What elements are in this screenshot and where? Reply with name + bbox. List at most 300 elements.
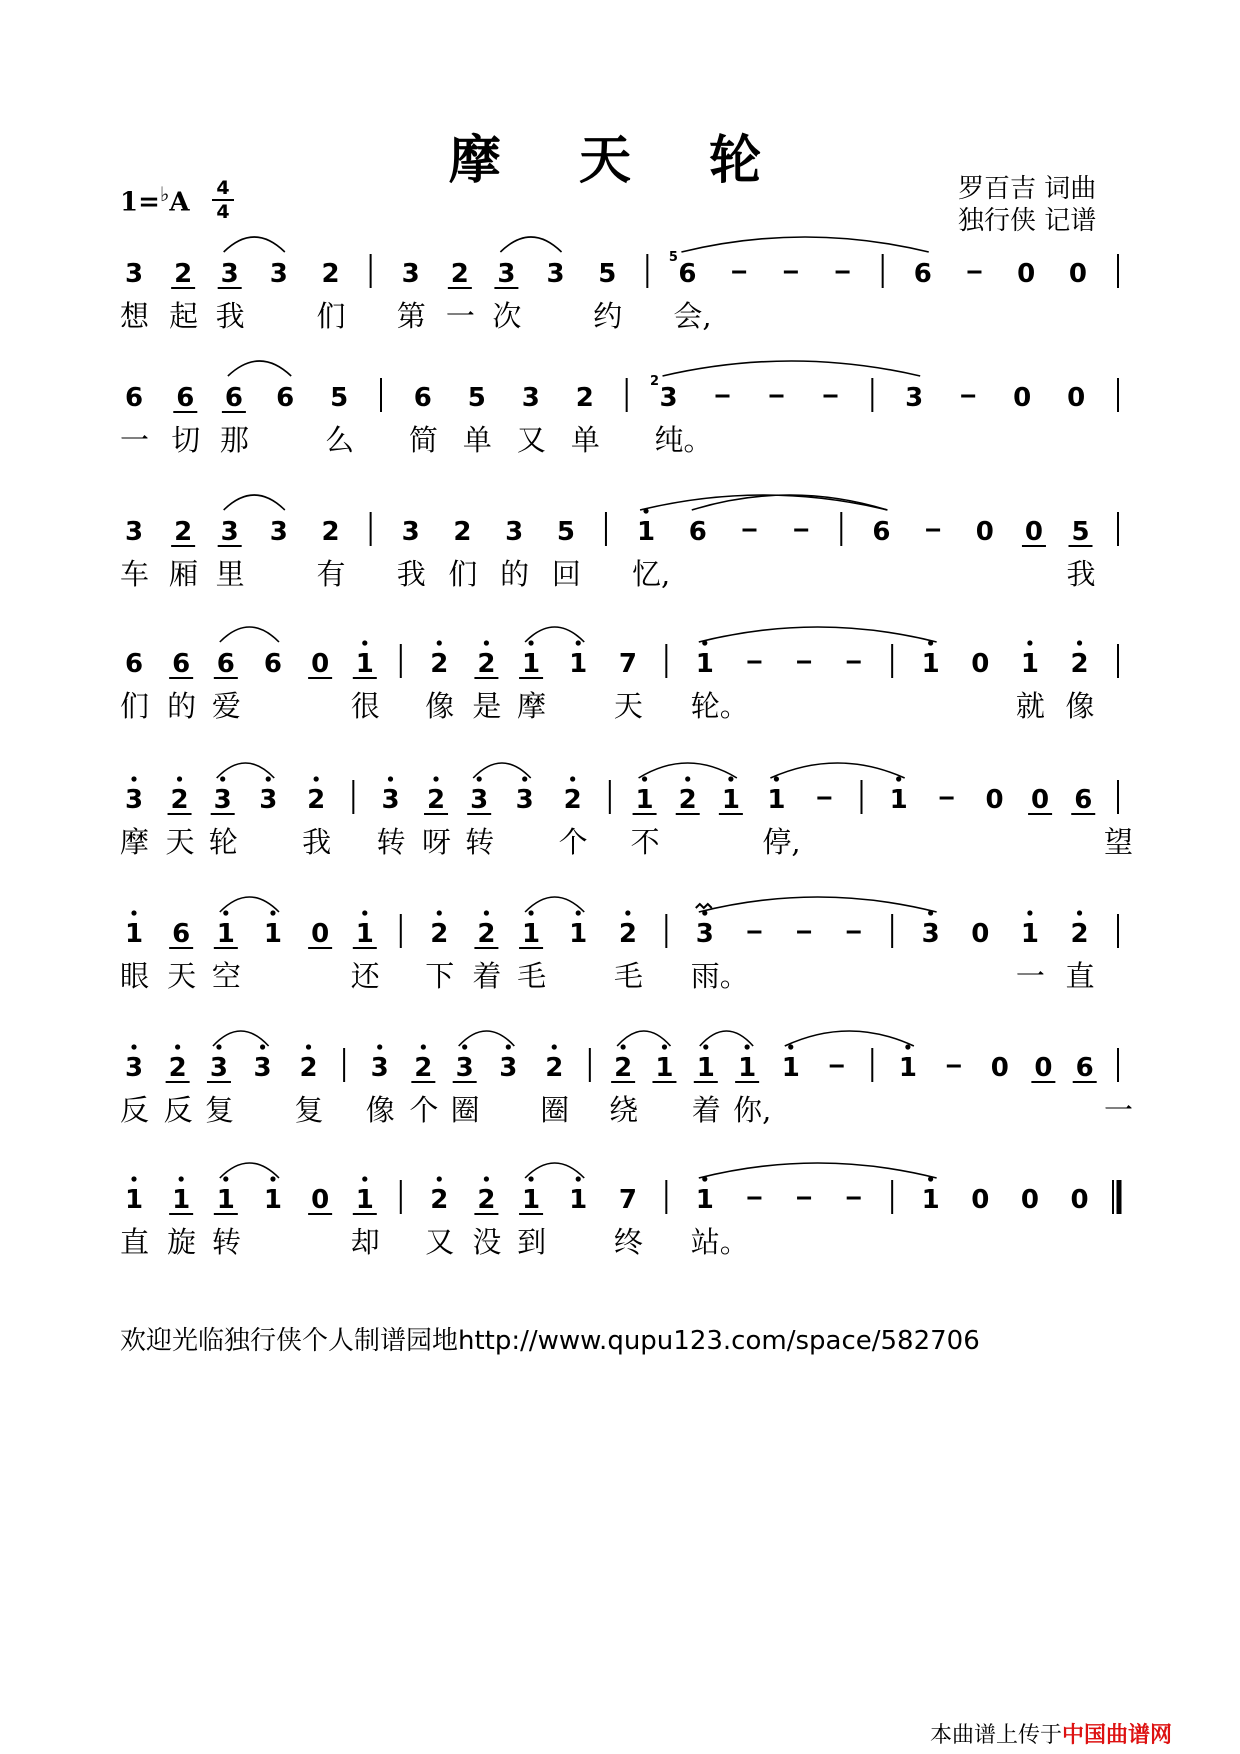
slur: [459, 1031, 515, 1046]
note: 1: [263, 1185, 283, 1215]
lyric: 停,: [762, 825, 801, 859]
note: 3: [124, 259, 144, 289]
lyric: 是: [472, 689, 502, 723]
note: 1: [522, 1185, 541, 1215]
lyric: 绕: [609, 1093, 639, 1127]
lyric: 天: [167, 959, 197, 993]
high-octave-dot: [270, 1176, 275, 1181]
grace-note: 5: [668, 250, 678, 265]
note: 1: [522, 919, 541, 949]
slur: [228, 361, 291, 376]
lyric: 呀: [422, 825, 452, 859]
high-octave-dot: [685, 776, 690, 781]
high-octave-dot: [621, 1044, 626, 1049]
note: 2: [575, 383, 594, 413]
note: 2: [453, 517, 472, 547]
high-octave-dot: [362, 1176, 367, 1181]
lyric: 到: [517, 1225, 547, 1259]
lyric: 直: [120, 1225, 150, 1259]
note: 0: [1024, 517, 1043, 547]
site-logo: 中国曲谱网: [1062, 1723, 1173, 1748]
lyric: 天: [613, 689, 643, 723]
slur: [640, 495, 887, 510]
note: 0: [1020, 1185, 1039, 1215]
note: 5: [598, 259, 617, 289]
note: 6: [124, 383, 144, 413]
note: 1: [569, 919, 588, 949]
high-octave-dot: [131, 1044, 136, 1049]
high-octave-dot: [570, 776, 575, 781]
composer-credit: 罗百吉 词曲: [958, 174, 1097, 204]
high-octave-dot: [216, 1044, 221, 1049]
note: 3: [515, 785, 534, 815]
lyric: 你,: [733, 1093, 772, 1127]
note: 0: [1070, 1185, 1089, 1215]
note: 1: [172, 1185, 191, 1215]
note: 2: [1070, 919, 1089, 949]
high-octave-dot: [703, 1044, 708, 1049]
lyric: 又: [425, 1225, 455, 1259]
high-octave-dot: [179, 1176, 184, 1181]
note: 1: [355, 1185, 374, 1215]
high-octave-dot: [437, 640, 442, 645]
high-octave-dot: [362, 640, 367, 645]
note: 2: [299, 1053, 318, 1083]
slur: [699, 1163, 937, 1178]
note: 1: [124, 1185, 144, 1215]
slur: [785, 1031, 914, 1046]
high-octave-dot: [223, 910, 228, 915]
lyric: 我: [1066, 557, 1096, 591]
note: 1: [635, 785, 654, 815]
note: 1: [721, 785, 740, 815]
high-octave-dot: [388, 776, 393, 781]
slur: [473, 763, 531, 778]
lyric: 眼: [120, 959, 150, 993]
note: 1: [695, 1185, 714, 1215]
note: 2: [477, 1185, 496, 1215]
lyric: 单: [570, 423, 600, 457]
high-octave-dot: [131, 910, 136, 915]
lyric: 还: [350, 959, 380, 993]
note: 1: [216, 1185, 235, 1215]
lyric: 们: [448, 557, 478, 591]
note: 6: [176, 383, 195, 413]
high-octave-dot: [437, 910, 442, 915]
high-octave-dot: [260, 1044, 265, 1049]
slur: [700, 1031, 753, 1046]
note: 2: [477, 919, 496, 949]
note: 3: [124, 517, 144, 547]
high-octave-dot: [662, 1044, 667, 1049]
slur: [213, 1031, 269, 1046]
slur: [525, 897, 584, 912]
lyric: 切: [171, 423, 201, 457]
note: 1: [355, 649, 374, 679]
upload-stamp: [930, 1718, 1240, 1749]
lyric: 雨。: [690, 959, 749, 993]
footer-link-text: 欢迎光临独行侠个人制谱园地http://www.qupu123.com/space/582706: [120, 1326, 980, 1356]
high-octave-dot: [306, 1044, 311, 1049]
note: 1: [738, 1053, 757, 1083]
note: 2: [321, 259, 340, 289]
lyric: 我: [302, 825, 332, 859]
note: 5: [556, 517, 575, 547]
note: 6: [172, 919, 191, 949]
slur: [663, 361, 921, 376]
stamp-text: 本曲谱上传于: [930, 1723, 1063, 1748]
lyric: 天: [165, 825, 195, 859]
key-prefix: 1=: [120, 187, 160, 218]
lyric: 一: [1015, 959, 1045, 993]
lyric: 转: [465, 825, 495, 859]
note: 5: [467, 383, 486, 413]
lyric: 们: [316, 299, 346, 333]
lyric: 我: [215, 299, 245, 333]
note: 3: [213, 785, 232, 815]
meter-top: 4: [216, 177, 230, 199]
lyric: 没: [472, 1225, 502, 1259]
note: 6: [688, 517, 707, 547]
lyric: 回: [551, 557, 581, 591]
slur: [525, 627, 584, 642]
note: 1: [921, 649, 940, 679]
note: 6: [872, 517, 891, 547]
high-octave-dot: [552, 1044, 557, 1049]
note: 2: [168, 1053, 187, 1083]
high-octave-dot: [421, 1044, 426, 1049]
slur: [224, 495, 285, 510]
transcriber-credit: 独行侠 记谱: [958, 206, 1097, 236]
lyric: 复: [204, 1093, 234, 1127]
high-octave-dot: [484, 910, 489, 915]
note: 3: [470, 785, 489, 815]
lyric: 空: [211, 959, 241, 993]
note: 0: [971, 1185, 990, 1215]
note: 3: [370, 1053, 389, 1083]
lyric: 像: [1065, 689, 1095, 723]
lyric: 直: [1065, 959, 1095, 993]
lyric: 很: [350, 689, 380, 723]
note: 3: [381, 785, 400, 815]
note: 3: [124, 785, 144, 815]
lyric: 里: [215, 557, 245, 591]
high-octave-dot: [522, 776, 527, 781]
lyric: 站。: [690, 1225, 749, 1259]
note: 6: [276, 383, 295, 413]
note: 1: [216, 919, 235, 949]
note: 2: [174, 259, 193, 289]
note: 1: [921, 1185, 940, 1215]
note: 5: [330, 383, 349, 413]
note: 3: [253, 1053, 272, 1083]
lyric: 反: [120, 1093, 150, 1127]
note: 2: [307, 785, 326, 815]
note: 0: [971, 649, 990, 679]
high-octave-dot: [377, 1044, 382, 1049]
lyric: 轮。: [690, 689, 749, 723]
key-note: A: [169, 187, 190, 218]
slur: [220, 897, 279, 912]
lyric: 复: [294, 1093, 324, 1127]
high-octave-dot: [745, 1044, 750, 1049]
high-octave-dot: [223, 1176, 228, 1181]
note: 3: [269, 517, 288, 547]
lyric: 们: [120, 689, 150, 723]
lyric: 单: [462, 423, 492, 457]
lyric: 又: [516, 423, 546, 457]
note: 3: [921, 919, 940, 949]
lyric: 忆,: [632, 557, 671, 591]
high-octave-dot: [506, 1044, 511, 1049]
lyric: 旋: [167, 1225, 197, 1259]
high-octave-dot: [270, 910, 275, 915]
note: 3: [401, 517, 420, 547]
lyric: 一: [1104, 1093, 1134, 1127]
lyric: 第: [396, 299, 426, 333]
note: 0: [311, 649, 330, 679]
note: 2: [321, 517, 340, 547]
high-octave-dot: [728, 776, 733, 781]
note: 1: [889, 785, 908, 815]
note: 3: [521, 383, 540, 413]
note: 6: [216, 649, 235, 679]
high-octave-dot: [177, 776, 182, 781]
note: 1: [655, 1053, 674, 1083]
lyric: 纯。: [654, 423, 713, 457]
note: 1: [355, 919, 374, 949]
high-octave-dot: [576, 1176, 581, 1181]
lyric: 转: [211, 1225, 241, 1259]
lyric: 着: [472, 959, 502, 993]
high-octave-dot: [1077, 910, 1082, 915]
lyric: 下: [425, 959, 455, 993]
lyric: 反: [163, 1093, 193, 1127]
note: 6: [172, 649, 191, 679]
note: 1: [898, 1053, 917, 1083]
note: 6: [263, 649, 283, 679]
high-octave-dot: [477, 776, 482, 781]
high-octave-dot: [576, 640, 581, 645]
note: 6: [678, 259, 697, 289]
high-octave-dot: [788, 1044, 793, 1049]
note: 6: [1074, 785, 1093, 815]
slur: [500, 237, 561, 252]
lyric: 厢: [169, 557, 199, 591]
note: 7: [618, 1185, 637, 1215]
note: 1: [696, 1053, 715, 1083]
note: 0: [1034, 1053, 1053, 1083]
lyric: 一: [120, 423, 150, 457]
slur: [217, 763, 275, 778]
note: 0: [1067, 383, 1086, 413]
high-octave-dot: [642, 776, 647, 781]
note: 7: [618, 649, 637, 679]
note: 3: [220, 517, 239, 547]
note: 2: [414, 1053, 433, 1083]
note: 2: [430, 649, 449, 679]
note: 1: [1020, 649, 1039, 679]
note: 3: [695, 919, 714, 949]
lyric: 摩: [517, 689, 547, 723]
note: 3: [269, 259, 288, 289]
lyric: 有: [316, 557, 346, 591]
note: 6: [124, 649, 144, 679]
note: 3: [209, 1053, 229, 1083]
slur: [639, 763, 737, 778]
slur: [699, 627, 937, 642]
slur: [224, 237, 285, 252]
high-octave-dot: [774, 776, 779, 781]
high-octave-dot: [1027, 910, 1032, 915]
note: 2: [678, 785, 697, 815]
note: 2: [1070, 649, 1089, 679]
note: 2: [174, 517, 193, 547]
high-octave-dot: [484, 640, 489, 645]
note: 3: [124, 1053, 144, 1083]
high-octave-dot: [896, 776, 901, 781]
note: 0: [975, 517, 994, 547]
lyric: 车: [120, 557, 150, 591]
high-octave-dot: [131, 776, 136, 781]
note: 3: [220, 259, 239, 289]
slur: [220, 627, 279, 642]
note: 1: [569, 1185, 588, 1215]
note: 2: [618, 919, 637, 949]
lyric: 望: [1104, 825, 1134, 859]
note: 0: [1017, 259, 1036, 289]
note: 3: [905, 383, 924, 413]
slur: [525, 1163, 584, 1178]
note: 2: [563, 785, 582, 815]
lyric: 像: [365, 1093, 395, 1127]
lyric: 个: [409, 1093, 439, 1127]
note: 3: [505, 517, 524, 547]
lyric: 想: [120, 299, 150, 333]
lyric: 简: [408, 423, 438, 457]
lyric: 么: [325, 423, 355, 457]
lyric: 摩: [120, 825, 150, 859]
lyric: 约: [593, 299, 623, 333]
note: 6: [224, 383, 243, 413]
note: 3: [455, 1053, 474, 1083]
note: 0: [311, 919, 330, 949]
note: 2: [477, 649, 496, 679]
high-octave-dot: [314, 776, 319, 781]
high-octave-dot: [175, 1044, 180, 1049]
note: 1: [781, 1053, 800, 1083]
lyric: 却: [350, 1225, 380, 1259]
note: 5: [1071, 517, 1090, 547]
slur: [617, 1031, 670, 1046]
high-octave-dot: [625, 910, 630, 915]
lyric: 不: [630, 825, 660, 859]
high-octave-dot: [266, 776, 271, 781]
lyric: 毛: [517, 959, 547, 993]
slur: [220, 1163, 279, 1178]
high-octave-dot: [528, 910, 533, 915]
note: 1: [522, 649, 541, 679]
note: 6: [913, 259, 932, 289]
note: 2: [430, 1185, 449, 1215]
note: 2: [426, 785, 446, 815]
note: 1: [263, 919, 283, 949]
flat-sign: ♭: [159, 182, 170, 206]
note: 0: [311, 1185, 330, 1215]
mordent-ornament: [696, 904, 712, 908]
note: 3: [497, 259, 516, 289]
note: 2: [450, 259, 469, 289]
high-octave-dot: [484, 1176, 489, 1181]
meter-bottom: 4: [216, 201, 230, 223]
note: 0: [990, 1053, 1009, 1083]
note: 3: [259, 785, 278, 815]
lyric: 就: [1015, 689, 1045, 723]
lyric: 一: [445, 299, 475, 333]
high-octave-dot: [528, 1176, 533, 1181]
note: 0: [1031, 785, 1050, 815]
lyric: 个: [558, 825, 588, 859]
high-octave-dot: [220, 776, 225, 781]
note: 3: [401, 259, 420, 289]
lyric: 像: [425, 689, 455, 723]
note: 6: [1075, 1053, 1094, 1083]
slur: [681, 237, 928, 252]
lyric: 着: [691, 1093, 721, 1127]
note: 0: [1013, 383, 1032, 413]
lyric: 圈: [450, 1093, 480, 1127]
note: 1: [569, 649, 588, 679]
lyric: 次: [492, 299, 522, 333]
note: 0: [1068, 259, 1087, 289]
slur: [770, 763, 904, 778]
lyric: 转: [376, 825, 406, 859]
high-octave-dot: [433, 776, 438, 781]
high-octave-dot: [462, 1044, 467, 1049]
lyric: 爱: [211, 689, 241, 723]
note: 1: [124, 919, 144, 949]
note: 6: [413, 383, 432, 413]
slur: [699, 897, 937, 912]
lyric: 轮: [208, 825, 238, 859]
note: 1: [636, 517, 656, 547]
note: 3: [659, 383, 678, 413]
lyric: 起: [169, 299, 199, 333]
note: 2: [614, 1053, 633, 1083]
lyric: 毛: [613, 959, 643, 993]
lyric: 终: [613, 1225, 643, 1259]
lyric: 那: [219, 423, 249, 457]
grace-note: 2: [649, 374, 660, 389]
note: 0: [985, 785, 1004, 815]
high-octave-dot: [905, 1044, 910, 1049]
high-octave-dot: [1077, 640, 1082, 645]
lyric: 会,: [673, 299, 712, 333]
note: 2: [170, 785, 189, 815]
note: 1: [695, 649, 714, 679]
high-octave-dot: [528, 640, 533, 645]
high-octave-dot: [437, 1176, 442, 1181]
note: 1: [1020, 919, 1039, 949]
song-title: 摩 天 轮: [448, 130, 792, 191]
note: 0: [971, 919, 990, 949]
note: 2: [430, 919, 449, 949]
note: 3: [499, 1053, 518, 1083]
high-octave-dot: [362, 910, 367, 915]
note: 2: [545, 1053, 564, 1083]
lyric: 圈: [540, 1093, 570, 1127]
high-octave-dot: [1027, 640, 1032, 645]
